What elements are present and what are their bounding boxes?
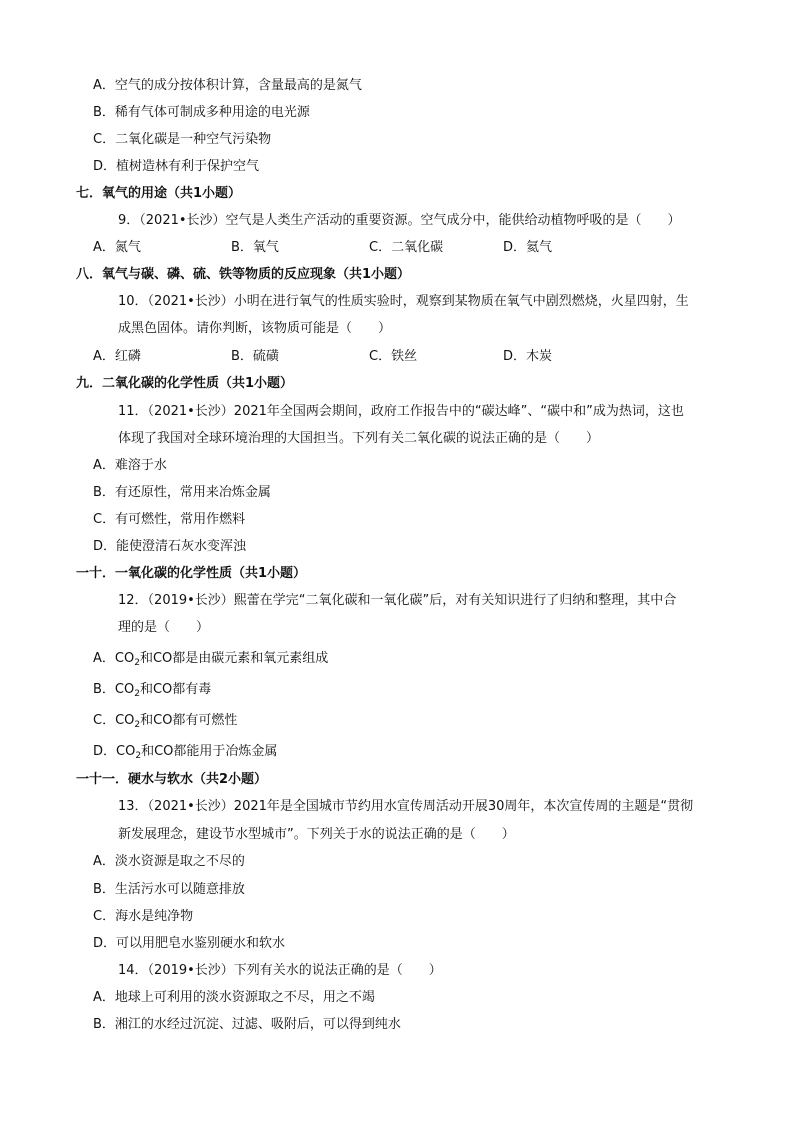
question-12-option-b: B．$CO_2$和CO都有毒 — [93, 682, 212, 699]
option-c: C．二氧化碳 — [369, 240, 444, 255]
top-option-c: C．二氧化碳是一种空气污染物 — [93, 132, 272, 147]
option-c: C．铁丝 — [369, 349, 418, 364]
question-12-option-c: C．$CO_2$和CO都有可燃性 — [93, 713, 238, 730]
top-option-d: D．植树造林有利于保护空气 — [93, 159, 260, 174]
question-13-option-c: C．海水是纯净物 — [93, 909, 194, 924]
option-a: A．红磷 — [93, 349, 141, 364]
question-13-line-1: 13．（2021•长沙）2021年是全国城市节约用水宣传周活动开展30周年，本次宣传周的主题是“贯彻 — [118, 799, 694, 814]
question-12-line-1: 12．（2019•长沙）熙蕾在学完“二氧化碳和一氧化碳”后，对有关知识进行了归纳和整理，其中合 — [118, 593, 677, 608]
section-heading-8: 八．氧气与碳、磷、硫、铁等物质的反应现象（共1小题） — [76, 267, 411, 282]
question-11-line-1: 11．（2021•长沙）2021年全国两会期间，政府工作报告中的“碳达峰”、“碳中和”成为热词，这也 — [118, 404, 684, 419]
option-b: B．硫磺 — [231, 349, 279, 364]
top-option-b: B．稀有气体可制成多种用途的电光源 — [93, 105, 310, 120]
question-13-option-b: B．生活污水可以随意排放 — [93, 882, 245, 897]
question-11-option-c: C．有可燃性，常用作燃料 — [93, 512, 246, 527]
question-14-option-b: B．湘江的水经过沉淀、过滤、吸附后，可以得到纯水 — [93, 1017, 401, 1032]
question-10-line-2: 成黑色固体。请你判断，该物质可能是（ ） — [118, 321, 392, 336]
section-heading-11: 一十一．硬水与软水（共2小题） — [76, 772, 268, 787]
question-9: 9．（2021•长沙）空气是人类生产活动的重要资源。空气成分中，能供给动植物呼吸的是（ ） — [118, 213, 681, 228]
section-heading-9: 九．二氧化碳的化学性质（共1小题） — [76, 376, 294, 391]
question-13-option-d: D．可以用肥皂水鉴别硬水和软水 — [93, 936, 286, 951]
question-14: 14．（2019•长沙）下列有关水的说法正确的是（ ） — [118, 963, 442, 978]
question-12-option-d: D．$CO_2$和CO都能用于冶炼金属 — [93, 744, 278, 761]
question-11-line-2: 体现了我国对全球环境治理的大国担当。下列有关二氧化碳的说法正确的是（ ） — [118, 431, 600, 446]
option-b: B．氧气 — [231, 240, 279, 255]
option-d: D．氦气 — [503, 240, 553, 255]
section-heading-10: 一十．一氧化碳的化学性质（共1小题） — [76, 566, 307, 581]
question-10-line-1: 10．（2021•长沙）小明在进行氧气的性质实验时，观察到某物质在氧气中剧烈燃烧，火星四射，生 — [118, 294, 689, 309]
question-11-option-d: D．能使澄清石灰水变浑浊 — [93, 539, 247, 554]
question-12-line-2: 理的是（ ） — [118, 620, 210, 635]
question-13-line-2: 新发展理念，建设节水型城市”。下列关于水的说法正确的是（ ） — [118, 827, 515, 842]
question-13-option-a: A．淡水资源是取之不尽的 — [93, 854, 245, 869]
top-option-a: A．空气的成分按体积计算，含量最高的是氮气 — [93, 78, 362, 93]
question-12-option-a: A．$CO_2$和CO都是由碳元素和氧元素组成 — [93, 651, 329, 668]
option-d: D．木炭 — [503, 349, 553, 364]
question-11-option-a: A．难溶于水 — [93, 458, 167, 473]
section-heading-7: 七．氧气的用途（共1小题） — [76, 186, 242, 201]
option-a: A．氮气 — [93, 240, 141, 255]
question-14-option-a: A．地球上可利用的淡水资源取之不尽，用之不竭 — [93, 990, 375, 1005]
question-11-option-b: B．有还原性，常用来冶炼金属 — [93, 485, 271, 500]
